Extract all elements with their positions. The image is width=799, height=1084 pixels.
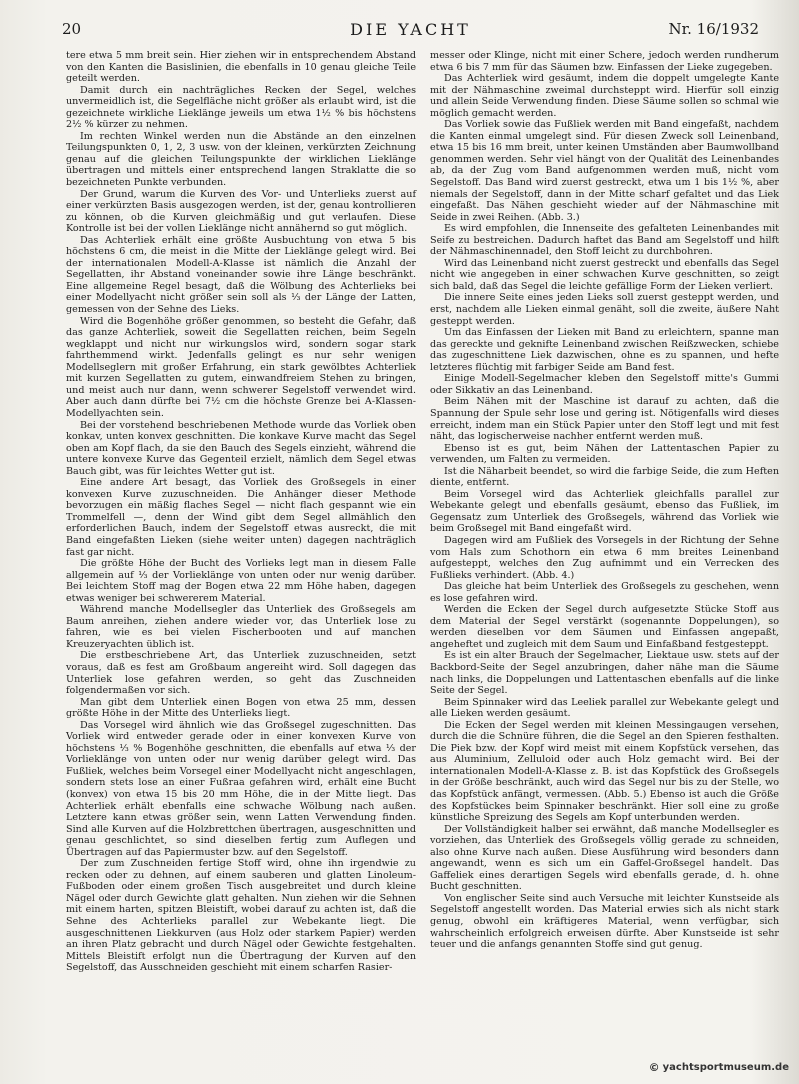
page-number: 20 — [62, 20, 82, 38]
paragraph: Wird die Bogenhöhe größer genommen, so besteht die Gefahr, daß das ganze Achterliek, soweit die Segellatten reichen, beim Segeln wegklappt und nicht nur wirkungslos wird, sondern sogar stark fahrthemmend wirkt. Jedenfalls gelingt es nur sehr wenigen Modellseglern mit großer Erfahrung, ein stark gewölbtes Achterliek mit kurzen Segellatten zu gutem, einwandfreiem Stehen zu bringen, und meist auch nur dann, wenn schwerer Segelstoff verwendet wird. Aber auch dann dürfte bei 7½ cm die höchste Grenze bei A-Klassen-Modellyachten sein. — [66, 315, 416, 419]
paragraph: Die innere Seite eines jeden Lieks soll zuerst gesteppt werden, und erst, nachdem alle Lieken einmal genäht, soll die zweite, äußere Naht gesteppt werden. — [430, 292, 779, 327]
paragraph: Werden die Ecken der Segel durch aufgesetzte Stücke Stoff aus dem Material der Segel verstärkt (sogenannte Doppelungen), so werden dieselben vor dem Säumen und Einfassen angepaßt, angeheftet und zugleich mit dem Saum und Einfaßband festgesteppt. — [430, 604, 779, 650]
paragraph: Von englischer Seite sind auch Versuche mit leichter Kunstseide als Segelstoff angestellt worden. Das Material erwies sich als nicht stark genug, obwohl ein kräftigeres Material, wenn verfügbar, sich wahrscheinlich erfolgreich erweisen dürfte. Aber Kunstseide ist sehr teuer und die anfangs genannten Stoffe sind gut genug. — [430, 892, 779, 951]
paragraph: Ebenso ist es gut, beim Nähen der Lattentaschen Papier zu verwenden, um Falten zu vermeiden. — [430, 442, 779, 466]
paragraph: Wird das Leinenband nicht zuerst gestreckt und ebenfalls das Segel nicht wie angegeben in einer schwachen Kurve geschnitten, so zeigt sich bald, daß das Segel die leichte gefällige Form der Lieken verliert. — [430, 257, 779, 292]
paragraph: Es wird empfohlen, die Innenseite des gefalteten Leinenbandes mit Seife zu bestreichen. Dadurch haftet das Band am Segelstoff und hilft der Nähmaschinennadel, den Stoff leicht zu durchbohren. — [430, 223, 779, 258]
paragraph: Der Grund, warum die Kurven des Vor- und Unterlieks zuerst auf einer verkürzten Basis ausgezogen werden, ist der, genau kontrollieren zu können, ob die Kurven gleichmäßig und gut verlaufen. Diese Kontrolle ist bei der vollen Lieklänge nicht annähernd so gut möglich. — [66, 188, 416, 235]
paragraph: Um das Einfassen der Lieken mit Band zu erleichtern, spanne man das gereckte und geknifte Leinenband zwischen Reißzwecken, schiebe das zugeschnittene Liek dazwischen, ohne es zu spannen, und hefte letzteres flüchtig mit farbiger Seide am Band fest. — [430, 327, 779, 373]
paragraph: Beim Vorsegel wird das Achterliek gleichfalls parallel zur Webekante gelegt und ebenfalls gesäumt, ebenso das Fußliek, im Gegensatz zum Unterliek des Großsegels, während das Vorliek wie beim Großsegel mit Band eingefaßt wird. — [430, 488, 779, 535]
paragraph: Dagegen wird am Fußliek des Vorsegels in der Richtung der Sehne vom Hals zum Schothorn ein etwa 6 mm breites Leinenband aufgesteppt, welches den Zug aufnimmt und ein Verrecken des Fußlieks verhindert. (Abb. 4.) — [430, 534, 779, 581]
watermark-text: yachtsportmuseum.de — [662, 1062, 789, 1073]
watermark — [649, 1061, 789, 1074]
paragraph: Ist die Näharbeit beendet, so wird die farbige Seide, die zum Heften diente, entfernt. — [430, 465, 779, 489]
paragraph: Im rechten Winkel werden nun die Abstände an den einzelnen Teilungspunkten 0, 1, 2, 3 usw. von der kleinen, verkürzten Zeichnung genau auf die gleichen Teilungspunkte der wirklichen Lieklänge übertragen und mittels einer entsprechend langen Straklatte die so bezeichneten Punkte verbunden. — [66, 130, 416, 189]
paragraph: Der zum Zuschneiden fertige Stoff wird, ohne ihn irgendwie zu recken oder zu dehnen, auf einem sauberen und glatten Linoleum-Fußboden oder einem großen Tisch ausgebreitet und durch kleine Nägel oder durch Gewichte glatt gehalten. Nun ziehen wir die Sehnen mit einem harten, spitzen Bleistift, wobei darauf zu achten ist, daß die Sehne des Achterlieks parallel zur Webekante liegt. Die ausgeschnittenen Liekkurven (aus Holz oder starkem Papier) werden an ihren Platz gebracht und durch Nägel oder Gewichte festgehalten. Mittels Bleistift erfolgt nun die Übertragung der Kurven auf den Segelstoff, das Ausschneiden geschieht mit einem scharfen Rasier- — [66, 858, 416, 974]
paragraph: Die größte Höhe der Bucht des Vorlieks legt man in diesem Falle allgemein auf ⅓ der Vorlieklänge von unten oder nur wenig darüber. Bei leichtem Stoff mag der Bogen etwa 22 mm Höhe haben, dagegen etwas weniger bei schwererem Material. — [66, 558, 416, 604]
paragraph: Beim Nähen mit der Maschine ist darauf zu achten, daß die Spannung der Spule sehr lose und gering ist. Nötigenfalls wird dieses erreicht, indem man ein Stück Papier unter den Stoff legt und mit fest näht, das logischerweise nachher entfernt werden muß. — [430, 396, 779, 443]
paragraph: Eine andere Art besagt, das Vorliek des Großsegels in einer konvexen Kurve zuzuschneiden. Die Anhänger dieser Methode bevorzugen ein mäßig flaches Segel — nicht flach gespannt wie ein Trommelfell —, denn der Wind gibt dem Segel allmählich den erforderlichen Bauch, indem der Segelstoff etwas ausreckt, die mit Band eingefaßten Lieken (siehe weiter unten) dagegen nachträglich fast gar nicht. — [66, 477, 416, 558]
right-column — [430, 50, 779, 951]
paragraph: Der Vollständigkeit halber sei erwähnt, daß manche Modellsegler es vorziehen, das Unterliek des Großsegels völlig gerade zu schneiden, also ohne Kurve nach außen. Diese Ausführung wird besonders dann angewandt, wenn es sich um ein Gaffel-Großsegel handelt. Das Gaffeliek eines derartigen Segels wird ebenfalls gerade, d. h. ohne Bucht geschnitten. — [430, 823, 779, 893]
paragraph: Einige Modell-Segelmacher kleben den Segelstoff mitte's Gummi oder Sikkativ an das Leinenband. — [430, 373, 779, 396]
paragraph: Damit durch ein nachträgliches Recken der Segel, welches unvermeidlich ist, die Segelfläche nicht größer als erlaubt wird, ist die gezeichnete wirkliche Lieklänge jeweils um etwa 1½ % bis höchstens 2½ % kürzer zu nehmen. — [66, 84, 416, 131]
copyright-icon: © — [648, 1061, 660, 1074]
paragraph: messer oder Klinge, nicht mit einer Schere, jedoch werden rundherum etwa 6 bis 7 mm für das Säumen bzw. Einfassen der Lieke zugegeben. — [430, 50, 779, 73]
paragraph: Während manche Modellsegler das Unterliek des Großsegels am Baum anreihen, ziehen andere wieder vor, das Unterliek lose zu fahren, wie es bei vielen Fischerbooten und auf manchen Kreuzeryachten üblich ist. — [66, 604, 416, 650]
paragraph: Das Achterliek wird gesäumt, indem die doppelt umgelegte Kante mit der Nähmaschine zweimal durchsteppt wird. Hierfür soll einzig und allein Seide Verwendung finden. Diese Säume sollen so schmal wie möglich gemacht werden. — [430, 73, 779, 119]
paragraph: Man gibt dem Unterliek einen Bogen von etwa 25 mm, dessen größte Höhe in der Mitte des Unterlieks liegt. — [66, 696, 416, 720]
paragraph: Es ist ein alter Brauch der Segelmacher, Liektaue usw. stets auf der Backbord-Seite der Segel anzubringen, daher nähe man die Säume nach links, die Doppelungen und Lattentaschen ebenfalls auf die linke Seite der Segel. — [430, 650, 779, 697]
paragraph: Beim Spinnaker wird das Leeliek parallel zur Webekante gelegt und alle Lieken werden gesäumt. — [430, 696, 779, 720]
page-header — [62, 20, 759, 40]
paragraph: Die erstbeschriebene Art, das Unterliek zuzuschneiden, setzt voraus, daß es fest am Großbaum angereiht wird. Soll dagegen das Unterliek lose gefahren werden, so geht das Zuschneiden folgendermaßen vor sich. — [66, 650, 416, 697]
issue-number: Nr. 16/1932 — [668, 20, 759, 38]
left-column — [66, 50, 416, 974]
paragraph: Das Vorliek sowie das Fußliek werden mit Band eingefaßt, nachdem die Kanten einmal umgelegt sind. Für diesen Zweck soll Leinenband, etwa 15 bis 16 mm breit, unter keinen Umständen aber Baumwollband genommen werden. Sehr viel hängt von der Qualität des Leinenbandes ab, da der Zug vom Band aufgenommen werden muß, nicht vom Segelstoff. Das Band wird zuerst gestreckt, etwa um 1 bis 1½ %, aber niemals der Segelstoff, dann in der Mitte scharf gefaltet und das Liek eingefaßt. Das Nähen geschieht wieder auf der Nähmaschine mit Seide in zwei Reihen. (Abb. 3.) — [430, 119, 779, 223]
paragraph: Das Vorsegel wird ähnlich wie das Großsegel zugeschnitten. Das Vorliek wird entweder gerade oder in einer konvexen Kurve von höchstens ⅓ % Bogenhöhe geschnitten, die ebenfalls auf etwa ⅓ der Vorlieklänge von unten oder nur wenig darüber gelegt wird. Das Fußliek, welches beim Vorsegel einer Modellyacht nicht angeschlagen, sondern stets lose an einer Fußraa gefahren wird, erhält eine Bucht (konvex) von etwa 15 bis 20 mm Höhe, die in der Mitte liegt. Das Achterliek erhält ebenfalls eine schwache Wölbung nach außen. Letztere kann etwas größer sein, wenn Latten Verwendung finden. Sind alle Kurven auf die Holzbrettchen übertragen, ausgeschnitten und genau geschlichtet, so sind dieselben fertig zum Auflegen und Übertragen auf das Papiermuster bzw. auf den Segelstoff. — [66, 719, 416, 858]
paragraph: tere etwa 5 mm breit sein. Hier ziehen wir in entsprechendem Abstand von den Kanten die Basislinien, die ebenfalls in 10 genau gleiche Teile geteilt werden. — [66, 50, 416, 85]
magazine-title: DIE YACHT — [350, 20, 471, 39]
paragraph: Bei der vorstehend beschriebenen Methode wurde das Vorliek oben konkav, unten konvex geschnitten. Die konkave Kurve macht das Segel oben am Kopf flach, da sie den Bauch des Segels einzieht, während die untere konvexe Kurve das Gegenteil erzielt, nämlich dem Segel etwas Bauch gibt, was für leichtes Wetter gut ist. — [66, 419, 416, 477]
paragraph: Die Ecken der Segel werden mit kleinen Messingaugen versehen, durch die die Schnüre führen, die die Segel an den Spieren festhalten. Die Piek bzw. der Kopf wird meist mit einem Kopfstück versehen, das aus Aluminium, Zelluloid oder auch Holz gemacht wird. Bei der internationalen Modell-A-Klasse z. B. ist das Kopfstück des Großsegels in der Größe beschränkt, auch wird das Segel nur bis zu der Stelle, wo das Kopfstück anfängt, vermessen. (Abb. 5.) Ebenso ist auch die Größe des Kopfstückes beim Spinnaker beschränkt. Hier soll eine zu große künstliche Spreizung des Segels am Kopf unterbunden werden. — [430, 719, 779, 824]
paragraph: Das gleiche hat beim Unterliek des Großsegels zu geschehen, wenn es lose gefahren wird. — [430, 581, 779, 604]
paragraph: Das Achterliek erhält eine größte Ausbuchtung von etwa 5 bis höchstens 6 cm, die meist in die Mitte der Lieklänge gelegt wird. Bei der internationalen Modell-A-Klasse ist nämlich die Anzahl der Segellatten, ihr Abstand voneinander sowie ihre Länge beschränkt. Eine allgemeine Regel besagt, daß die Wölbung des Achterlieks bei einer Modellyacht nicht größer sein soll als ⅓ der Länge der Latten, gemessen von der Sehne des Lieks. — [66, 234, 416, 316]
